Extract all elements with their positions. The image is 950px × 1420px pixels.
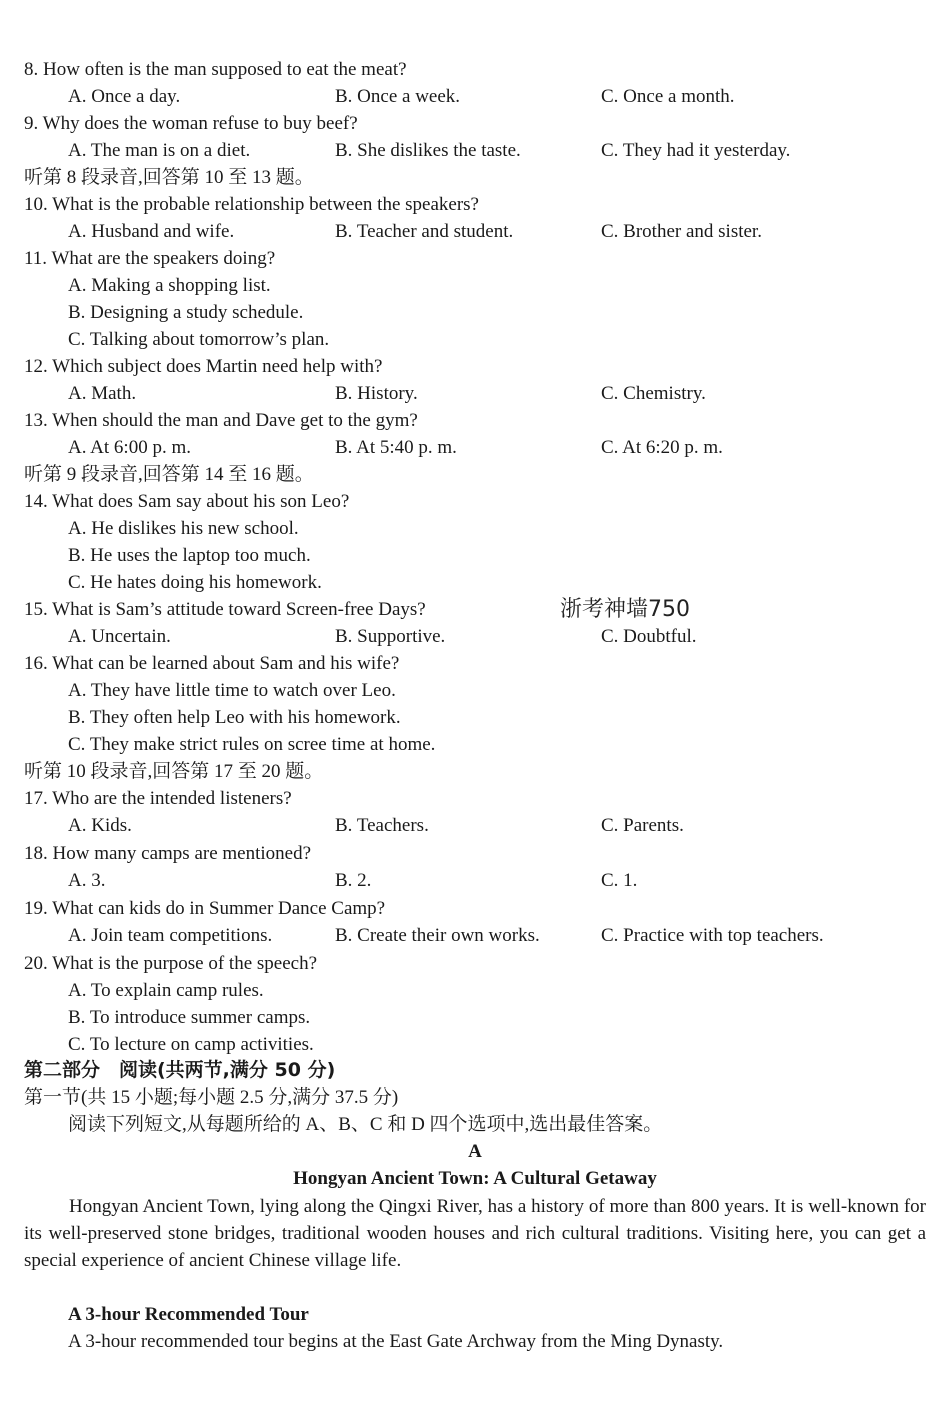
question-12: 12. Which subject does Martin need help with? [24,356,383,377]
option-16c: C. They make strict rules on scree time at home. [68,734,436,755]
question-8: 8. How often is the man supposed to eat the meat? [24,59,407,80]
passage-title: Hongyan Ancient Town: A Cultural Getaway [293,1168,657,1189]
passage-letter: A [468,1141,482,1162]
option-16a: A. They have little time to watch over Leo. [68,680,396,701]
option-10c: C. Brother and sister. [601,221,762,242]
option-20c: C. To lecture on camp activities. [68,1034,314,1055]
question-16: 16. What can be learned about Sam and his wife? [24,653,400,674]
option-15a: A. Uncertain. [68,626,171,647]
question-19: 19. What can kids do in Summer Dance Camp? [24,898,386,919]
question-10: 10. What is the probable relationship between the speakers? [24,194,479,215]
option-17a: A. Kids. [68,815,132,836]
option-19c: C. Practice with top teachers. [601,925,824,946]
option-11a: A. Making a shopping list. [68,275,271,296]
option-14b: B. He uses the laptop too much. [68,545,311,566]
option-13c: C. At 6:20 p. m. [601,437,723,458]
option-8c: C. Once a month. [601,86,735,107]
option-17c: C. Parents. [601,815,684,836]
question-20: 20. What is the purpose of the speech? [24,953,318,974]
option-13b: B. At 5:40 p. m. [335,437,457,458]
option-10a: A. Husband and wife. [68,221,235,242]
option-16b: B. They often help Leo with his homework. [68,707,401,728]
reading-instruction: 阅读下列短文,从每题所给的 A、B、C 和 D 四个选项中,选出最佳答案。 [68,1114,663,1135]
option-9a: A. The man is on a diet. [68,140,251,161]
option-11c: C. Talking about tomorrow’s plan. [68,329,330,350]
passage-subheading: A 3-hour Recommended Tour [68,1304,309,1325]
question-17: 17. Who are the intended listeners? [24,788,292,809]
question-9: 9. Why does the woman refuse to buy beef? [24,113,358,134]
option-12a: A. Math. [68,383,137,404]
option-13a: A. At 6:00 p. m. [68,437,191,458]
passage-paragraph-2: A 3-hour recommended tour begins at the East Gate Archway from the Ming Dynasty. [68,1331,724,1352]
section1-heading: 第一节(共 15 小题;每小题 2.5 分,满分 37.5 分) [24,1087,399,1108]
option-18a: A. 3. [68,870,106,891]
option-8a: A. Once a day. [68,86,181,107]
question-11: 11. What are the speakers doing? [24,248,276,269]
part2-heading: 第二部分 阅读(共两节,满分 50 分) [24,1059,336,1081]
watermark: 浙考神墙750 [560,597,690,622]
option-14c: C. He hates doing his homework. [68,572,322,593]
option-18b: B. 2. [335,870,372,891]
instruction-segment-10: 听第 10 段录音,回答第 17 至 20 题。 [24,761,324,782]
option-9b: B. She dislikes the taste. [335,140,521,161]
instruction-segment-8: 听第 8 段录音,回答第 10 至 13 题。 [24,167,314,188]
option-19a: A. Join team competitions. [68,925,273,946]
question-13: 13. When should the man and Dave get to the gym? [24,410,418,431]
option-14a: A. He dislikes his new school. [68,518,299,539]
option-18c: C. 1. [601,870,638,891]
option-11b: B. Designing a study schedule. [68,302,304,323]
question-18: 18. How many camps are mentioned? [24,843,312,864]
option-9c: C. They had it yesterday. [601,140,791,161]
option-15c: C. Doubtful. [601,626,697,647]
option-15b: B. Supportive. [335,626,446,647]
option-20b: B. To introduce summer camps. [68,1007,311,1028]
question-14: 14. What does Sam say about his son Leo? [24,491,350,512]
instruction-segment-9: 听第 9 段录音,回答第 14 至 16 题。 [24,464,314,485]
question-15: 15. What is Sam’s attitude toward Screen-free Days? [24,599,426,620]
option-12c: C. Chemistry. [601,383,706,404]
option-17b: B. Teachers. [335,815,429,836]
option-12b: B. History. [335,383,418,404]
option-8b: B. Once a week. [335,86,461,107]
option-19b: B. Create their own works. [335,925,540,946]
option-10b: B. Teacher and student. [335,221,514,242]
option-20a: A. To explain camp rules. [68,980,264,1001]
passage-paragraph-1: Hongyan Ancient Town, lying along the Qingxi River, has a history of more than 800 years. It is well-known for its well-preserved stone bridges, traditional wooden houses and rich cultural traditions. Visiting here, you can get a special experience of ancient Chinese village life. [24,1196,926,1271]
